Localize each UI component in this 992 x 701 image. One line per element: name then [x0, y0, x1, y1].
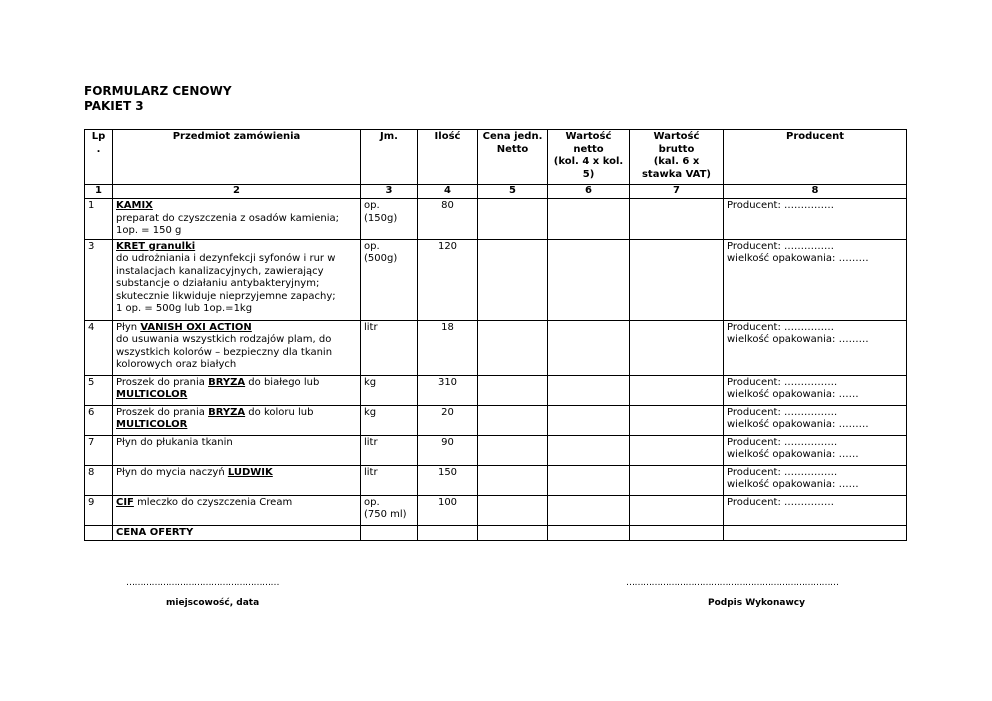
row-unit-price-cell[interactable] — [478, 405, 548, 435]
item-description-line: wszystkich kolorów – bezpieczny dla tkanin — [116, 346, 333, 358]
table-row — [85, 435, 907, 465]
row-unit — [361, 199, 418, 240]
item-brand: BRYZA — [208, 376, 246, 388]
place-date-line: ……………………………………………… — [126, 578, 279, 588]
row-producer[interactable] — [724, 199, 907, 240]
producer-line: Producent: …………… — [727, 321, 835, 333]
row-item-description — [113, 495, 361, 525]
row-lp: 7 — [85, 435, 113, 465]
row-qty: 80 — [418, 199, 478, 240]
unit-line: op. — [364, 200, 380, 211]
header-row — [85, 130, 907, 185]
column-number: 4 — [418, 185, 478, 199]
unit-line: litr — [364, 466, 378, 478]
row-producer[interactable] — [724, 495, 907, 525]
item-brand: MULTICOLOR — [116, 389, 188, 400]
row-producer[interactable] — [724, 405, 907, 435]
item-description-line: kolorowych oraz białych — [116, 359, 237, 370]
producer-line: wielkość opakowania: ……… — [727, 334, 869, 345]
row-net-value-cell[interactable] — [548, 375, 630, 405]
row-qty: 18 — [418, 320, 478, 375]
unit-line: litr — [364, 321, 378, 333]
row-lp: 1 — [85, 199, 113, 240]
row-gross-value-cell[interactable] — [630, 465, 724, 495]
item-brand: CIF — [116, 496, 134, 508]
total-unit-price-cell[interactable] — [478, 525, 548, 541]
row-gross-value-cell[interactable] — [630, 320, 724, 375]
item-suffix: mleczko do czyszczenia Cream — [133, 496, 293, 508]
row-producer[interactable] — [724, 375, 907, 405]
row-item-description — [113, 405, 361, 435]
total-gross-value-cell[interactable] — [630, 525, 724, 541]
producer-line: Producent: …………… — [727, 496, 835, 508]
column-number: 6 — [548, 185, 630, 199]
item-name-line — [116, 407, 357, 420]
row-net-value-cell[interactable] — [548, 405, 630, 435]
unit-line: (150g) — [364, 212, 398, 224]
row-gross-value-cell[interactable] — [630, 375, 724, 405]
table-row — [85, 239, 907, 320]
total-row — [85, 525, 907, 541]
row-lp: 5 — [85, 375, 113, 405]
item-description-line: skutecznie likwiduje nieprzyjemne zapachy; — [116, 290, 336, 302]
row-lp: 3 — [85, 239, 113, 320]
row-qty: 90 — [418, 435, 478, 465]
item-brand: VANISH OXI ACTION — [140, 321, 252, 333]
row-unit — [361, 375, 418, 405]
row-net-value-cell[interactable] — [548, 239, 630, 320]
item-brand: BRYZA — [208, 406, 246, 418]
row-net-value-cell[interactable] — [548, 495, 630, 525]
row-item-description — [113, 465, 361, 495]
row-gross-value-cell[interactable] — [630, 495, 724, 525]
producer-line: Producent: ……………. — [727, 376, 838, 388]
column-number-row — [85, 185, 907, 199]
row-gross-value-cell[interactable] — [630, 405, 724, 435]
header-unit-price: Cena jedn. Netto — [478, 130, 548, 185]
row-net-value-cell[interactable] — [548, 199, 630, 240]
item-description-line: preparat do czyszczenia z osadów kamienia; — [116, 212, 340, 224]
row-producer[interactable] — [724, 465, 907, 495]
row-unit — [361, 320, 418, 375]
producer-line: wielkość opakowania: …… — [727, 389, 859, 400]
row-net-value-cell[interactable] — [548, 435, 630, 465]
item-prefix: Płyn — [116, 321, 141, 333]
table-row — [85, 375, 907, 405]
item-description-line: 1 op. = 500g lub 1op.=1kg — [116, 303, 253, 314]
row-qty: 120 — [418, 239, 478, 320]
item-name-line — [116, 322, 357, 335]
item-description-line: do udrożniania i dezynfekcji syfonów i rur w — [116, 253, 336, 264]
item-name-line — [116, 200, 357, 213]
table-row — [85, 465, 907, 495]
header-qty: Ilość — [418, 130, 478, 185]
row-lp: 8 — [85, 465, 113, 495]
row-unit-price-cell[interactable] — [478, 495, 548, 525]
row-unit-price-cell[interactable] — [478, 239, 548, 320]
row-unit — [361, 465, 418, 495]
item-description-line: substancje o działaniu antybakteryjnym; — [116, 278, 320, 289]
row-unit — [361, 405, 418, 435]
form-title: FORMULARZ CENOWY — [84, 84, 232, 98]
column-number: 2 — [113, 185, 361, 199]
package-title: PAKIET 3 — [84, 99, 144, 113]
item-description-line: do usuwania wszystkich rodzajów plam, do — [116, 334, 332, 345]
row-qty: 310 — [418, 375, 478, 405]
row-item-description — [113, 375, 361, 405]
item-description-line: 1op. = 150 g — [116, 225, 182, 236]
item-brand: KRET granulki — [116, 240, 196, 252]
row-gross-value-cell[interactable] — [630, 435, 724, 465]
column-number: 5 — [478, 185, 548, 199]
header-gross-value: Wartość brutto (kal. 6 x stawka VAT) — [630, 130, 724, 185]
producer-line: wielkość opakowania: …… — [727, 479, 859, 490]
row-lp: 4 — [85, 320, 113, 375]
unit-line: kg — [364, 406, 377, 418]
header-producer: Producent — [724, 130, 907, 185]
producer-line: Producent: …………… — [727, 240, 835, 252]
total-unit-cell — [361, 525, 418, 541]
unit-line: (500g) — [364, 253, 398, 264]
row-item-description — [113, 199, 361, 240]
row-item-description — [113, 320, 361, 375]
total-label: CENA OFERTY — [113, 525, 361, 541]
row-item-description — [113, 435, 361, 465]
item-suffix: do koloru lub — [245, 406, 314, 418]
producer-line: wielkość opakowania: ……… — [727, 253, 869, 264]
item-prefix: Płyn do płukania tkanin — [116, 436, 233, 448]
unit-line: litr — [364, 436, 378, 448]
item-prefix: Płyn do mycia naczyń — [116, 466, 228, 478]
item-name-line — [116, 437, 357, 450]
header-unit: Jm. — [361, 130, 418, 185]
item-suffix: do białego lub — [245, 376, 320, 388]
row-lp: 9 — [85, 495, 113, 525]
item-name-line — [116, 419, 357, 432]
unit-line: op. — [364, 240, 380, 252]
row-unit-price-cell[interactable] — [478, 375, 548, 405]
table-row — [85, 495, 907, 525]
row-producer[interactable] — [724, 320, 907, 375]
item-prefix: Proszek do prania — [116, 376, 209, 388]
item-name-line — [116, 467, 357, 480]
item-name-line — [116, 377, 357, 390]
row-producer[interactable] — [724, 239, 907, 320]
unit-line: op. — [364, 496, 380, 508]
signature-label: Podpis Wykonawcy — [708, 598, 805, 608]
row-unit-price-cell[interactable] — [478, 435, 548, 465]
total-qty-cell — [418, 525, 478, 541]
price-table — [84, 129, 907, 541]
document-title — [84, 84, 232, 114]
item-brand: MULTICOLOR — [116, 419, 188, 430]
total-producer-cell — [724, 525, 907, 541]
header-lp: Lp . — [85, 130, 113, 185]
item-name-line — [116, 497, 357, 510]
row-qty: 20 — [418, 405, 478, 435]
row-net-value-cell[interactable] — [548, 320, 630, 375]
row-unit — [361, 239, 418, 320]
place-date-label: miejscowość, data — [166, 598, 260, 608]
total-lp-cell — [85, 525, 113, 541]
item-rows — [85, 199, 907, 526]
header-net-value: Wartość netto (kol. 4 x kol. 5) — [548, 130, 630, 185]
table-row — [85, 405, 907, 435]
producer-line: wielkość opakowania: …… — [727, 449, 859, 460]
row-unit-price-cell[interactable] — [478, 465, 548, 495]
row-item-description — [113, 239, 361, 320]
table-row — [85, 320, 907, 375]
row-net-value-cell[interactable] — [548, 465, 630, 495]
item-description-line: instalacjach kanalizacyjnych, zawierający — [116, 265, 324, 277]
row-unit — [361, 435, 418, 465]
row-producer[interactable] — [724, 435, 907, 465]
item-brand: KAMIX — [116, 200, 153, 211]
row-unit — [361, 495, 418, 525]
column-number: 1 — [85, 185, 113, 199]
unit-line: (750 ml) — [364, 509, 407, 520]
item-brand: LUDWIK — [227, 466, 273, 478]
item-name-line — [116, 389, 357, 402]
row-gross-value-cell[interactable] — [630, 239, 724, 320]
signature-line: ………………………………………………………………… — [626, 578, 839, 588]
table-row — [85, 199, 907, 240]
total-net-value-cell[interactable] — [548, 525, 630, 541]
unit-line: kg — [364, 376, 377, 388]
row-qty: 150 — [418, 465, 478, 495]
row-unit-price-cell[interactable] — [478, 320, 548, 375]
producer-line: Producent: ……………. — [727, 436, 838, 448]
row-gross-value-cell[interactable] — [630, 199, 724, 240]
producer-line: Producent: ……………. — [727, 466, 838, 478]
column-number: 7 — [630, 185, 724, 199]
item-prefix: Proszek do prania — [116, 406, 209, 418]
producer-line: Producent: …………… — [727, 200, 835, 211]
header-item: Przedmiot zamówienia — [113, 130, 361, 185]
column-number: 8 — [724, 185, 907, 199]
item-name-line — [116, 241, 357, 254]
producer-line: wielkość opakowania: ……… — [727, 419, 869, 430]
row-qty: 100 — [418, 495, 478, 525]
row-unit-price-cell[interactable] — [478, 199, 548, 240]
row-lp: 6 — [85, 405, 113, 435]
producer-line: Producent: ……………. — [727, 406, 838, 418]
column-number: 3 — [361, 185, 418, 199]
